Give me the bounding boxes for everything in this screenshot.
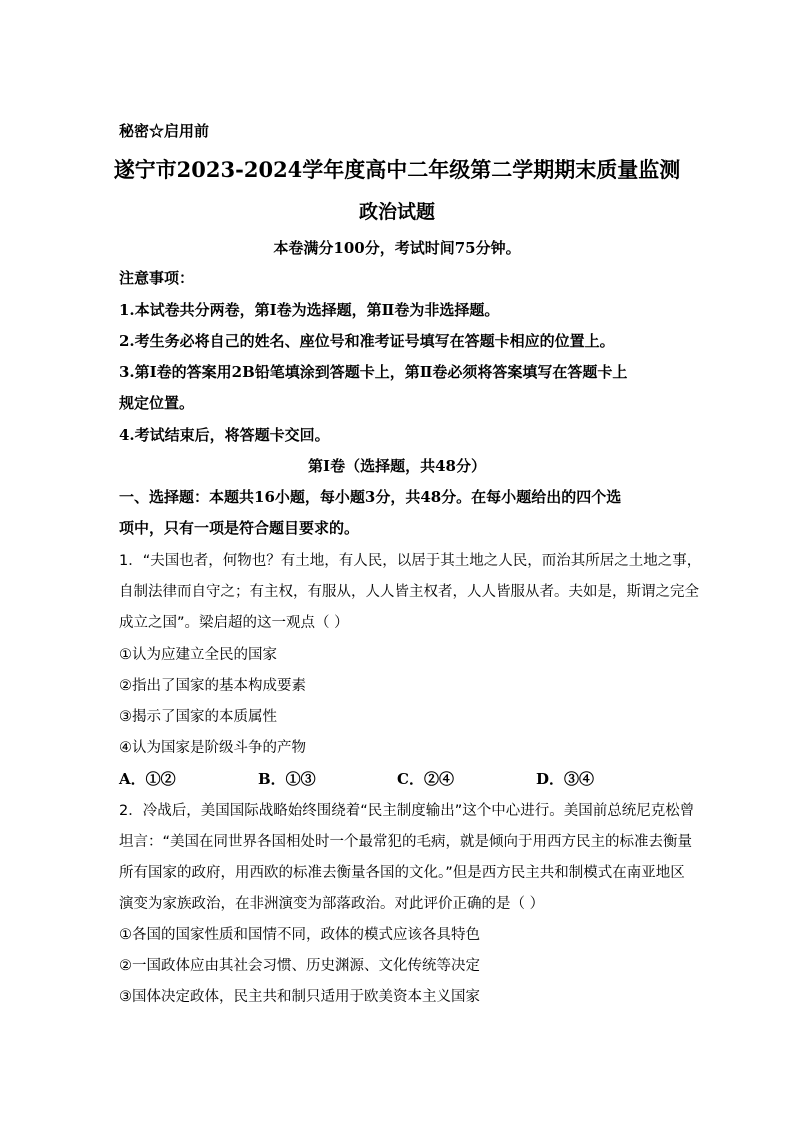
question-stem: 坦言：“美国在同世界各国相处时一个最常犯的毛病，就是倾向于用西方民主的标准去衡量 [119, 834, 693, 850]
statement-item: ④认为国家是阶级斗争的产物 [119, 740, 306, 756]
option-b: B．①③ [258, 770, 316, 788]
confidential-label: 秘密☆启用前 [119, 122, 210, 140]
option-a: A．①② [119, 770, 176, 788]
question-stem: 成立之国”。梁启超的这一观点（ ） [119, 615, 349, 631]
exam-subtitle: 政治试题 [358, 201, 435, 223]
statement-item: ①各国的国家性质和国情不同，政体的模式应该各具特色 [119, 927, 480, 943]
statement-item: ③国体决定政体，民主共和制只适用于欧美资本主义国家 [119, 989, 480, 1005]
question-stem: 演变为家族政治，在非洲演变为部落政治。对此评价正确的是（ ） [119, 896, 545, 912]
question-stem: 自制法律而自守之；有主权，有服从，人人皆主权者，人人皆服从者。夫如是，斯谓之完全 [119, 584, 699, 600]
notice-item: 规定位置。 [119, 394, 195, 412]
exam-info: 本卷满分100分，考试时间75分钟。 [273, 239, 521, 257]
section-heading: 第Ⅰ卷（选择题，共48分） [308, 457, 486, 475]
question-stem: 1．“夫国也者，何物也？有土地，有人民，以居于其土地之人民，而治其所居之土地之事， [119, 553, 702, 569]
question-stem: 所有国家的政府，用西欧的标准去衡量各国的文化。”但是西方民主共和制模式在南亚地区 [119, 865, 685, 881]
notice-item: 3.第Ⅰ卷的答案用2B铅笔填涂到答题卡上，第Ⅱ卷必须将答案填写在答题卡上 [119, 363, 628, 381]
exam-title: 遂宁市2023-2024学年度高中二年级第二学期期末质量监测 [113, 157, 681, 182]
statement-item: ③揭示了国家的本质属性 [119, 709, 277, 725]
notice-item: 1.本试卷共分两卷，第Ⅰ卷为选择题，第Ⅱ卷为非选择题。 [119, 301, 500, 319]
section-instructions: 一、选择题：本题共16小题，每小题3分，共48分。在每小题给出的四个选 [119, 488, 622, 506]
option-d: D．③④ [536, 770, 595, 788]
option-c: C．②④ [397, 770, 454, 788]
statement-item: ②指出了国家的基本构成要素 [119, 678, 306, 694]
statement-item: ②一国政体应由其社会习惯、历史渊源、文化传统等决定 [119, 958, 480, 974]
section-instructions: 项中，只有一项是符合题目要求的。 [119, 519, 360, 537]
statement-item: ①认为应建立全民的国家 [119, 647, 277, 663]
notice-heading: 注意事项： [119, 269, 195, 287]
notice-item: 2.考生务必将自己的姓名、座位号和准考证号填写在答题卡相应的位置上。 [119, 332, 615, 350]
notice-item: 4.考试结束后，将答题卡交回。 [119, 426, 330, 444]
question-stem: 2．冷战后，美国国际战略始终围绕着“民主制度输出”这个中心进行。美国前总统尼克松曾 [119, 803, 695, 819]
